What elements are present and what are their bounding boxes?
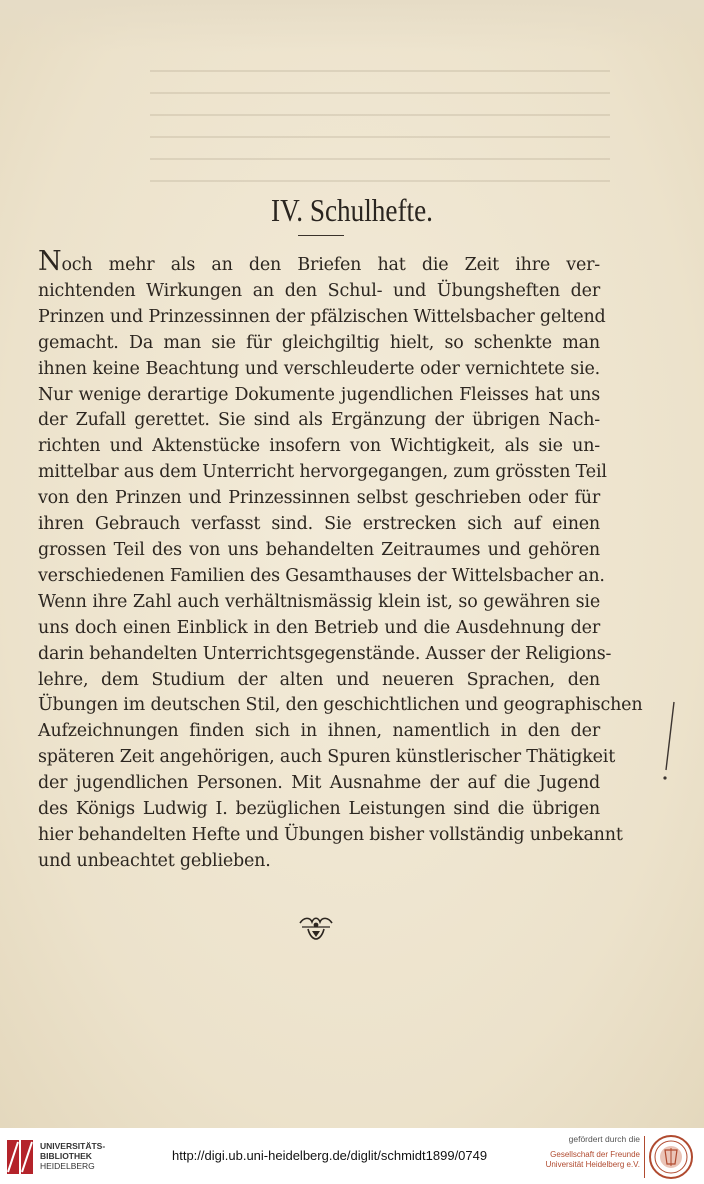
text-line: Nur wenige derartige Dokumente jugendlichen Fleisses hat uns: [38, 384, 600, 405]
text-line: nichtenden Wirkungen an den Schul- und Übungsheften der: [38, 280, 600, 301]
text-line: mittelbar aus dem Unterricht hervorgegangen, zum grössten Teil: [38, 462, 607, 483]
text-line: Übungen im deutschen Stil, den geschichtlichen und geographischen: [38, 695, 643, 716]
body-paragraph: [38, 246, 643, 875]
text-line: späteren Zeit angehörigen, auch Spuren künstlerischer Thätigkeit: [38, 747, 616, 768]
library-logo-icon: [6, 1136, 36, 1176]
funded-by-label: gefördert durch die: [568, 1134, 640, 1144]
text-line: Noch mehr als an den Briefen hat die Zeit ihre ver-: [38, 246, 600, 277]
page-top-shadow: [0, 0, 704, 52]
library-name: [40, 1141, 105, 1171]
library-name-line1: UNIVERSITÄTS-: [40, 1141, 106, 1151]
text-line: des Königs Ludwig I. bezüglichen Leistungen sind die übrigen: [38, 799, 600, 820]
text-line: verschiedenen Familien des Gesamthauses der Wittelsbacher an.: [38, 565, 605, 586]
library-name-line2: BIBLIOTHEK: [40, 1151, 92, 1161]
text-line: richten und Aktenstücke insofern von Wichtigkeit, als sie un-: [38, 436, 600, 457]
text-line: und unbeachtet geblieben.: [38, 850, 271, 871]
text-line: von den Prinzen und Prinzessinnen selbst geschrieben oder für: [38, 488, 600, 509]
fleuron-ornament-icon: [296, 915, 336, 943]
funder-name-line1: Gesellschaft der Freunde: [550, 1150, 640, 1159]
text-line: grossen Teil des von uns behandelten Zeitraumes und gehören: [38, 539, 600, 560]
funding-credit: [540, 1134, 640, 1170]
text-line: der jugendlichen Personen. Mit Ausnahme der auf die Jugend: [38, 773, 600, 794]
text-line: ihren Gebrauch verfasst sind. Sie erstrecken sich auf einen: [38, 514, 600, 535]
text-line: Prinzen und Prinzessinnen der pfälzischen Wittelsbacher geltend: [38, 306, 606, 327]
permalink-url[interactable]: http://digi.ub.uni-heidelberg.de/diglit/schmidt1899/0749: [172, 1148, 488, 1163]
margin-pencil-mark: [660, 700, 680, 790]
text-line: lehre, dem Studium der alten und neueren Sprachen, den: [38, 669, 600, 690]
text-line: uns doch einen Einblick in den Betrieb und die Ausdehnung der: [38, 617, 600, 638]
text-line: hier behandelten Hefte und Übungen bisher vollständig unbekannt: [38, 824, 623, 845]
library-name-line3: HEIDELBERG: [40, 1161, 95, 1171]
bleed-through-text: [150, 70, 610, 190]
title-rule: [298, 235, 344, 236]
chapter-title: IV. Schulhefte.: [271, 192, 433, 228]
university-seal-icon: [648, 1134, 694, 1180]
text-line: gemacht. Da man sie für gleichgiltig hielt, so schenkte man: [38, 332, 600, 353]
text-line: Wenn ihre Zahl auch verhältnismässig klein ist, so gewähren sie: [38, 591, 600, 612]
text-line: Aufzeichnungen finden sich in ihnen, namentlich in den der: [38, 721, 600, 742]
footer-divider: [644, 1136, 645, 1178]
initial-letter: N: [38, 246, 62, 277]
text-line: ihnen keine Beachtung und verschleuderte oder vernichtete sie.: [38, 358, 600, 379]
text-line: darin behandelten Unterrichtsgegenstände. Ausser der Religions-: [38, 643, 612, 664]
funder-name-line2: Universität Heidelberg e.V.: [545, 1160, 640, 1169]
text-line: der Zufall gerettet. Sie sind als Ergänzung der übrigen Nach-: [38, 410, 600, 431]
